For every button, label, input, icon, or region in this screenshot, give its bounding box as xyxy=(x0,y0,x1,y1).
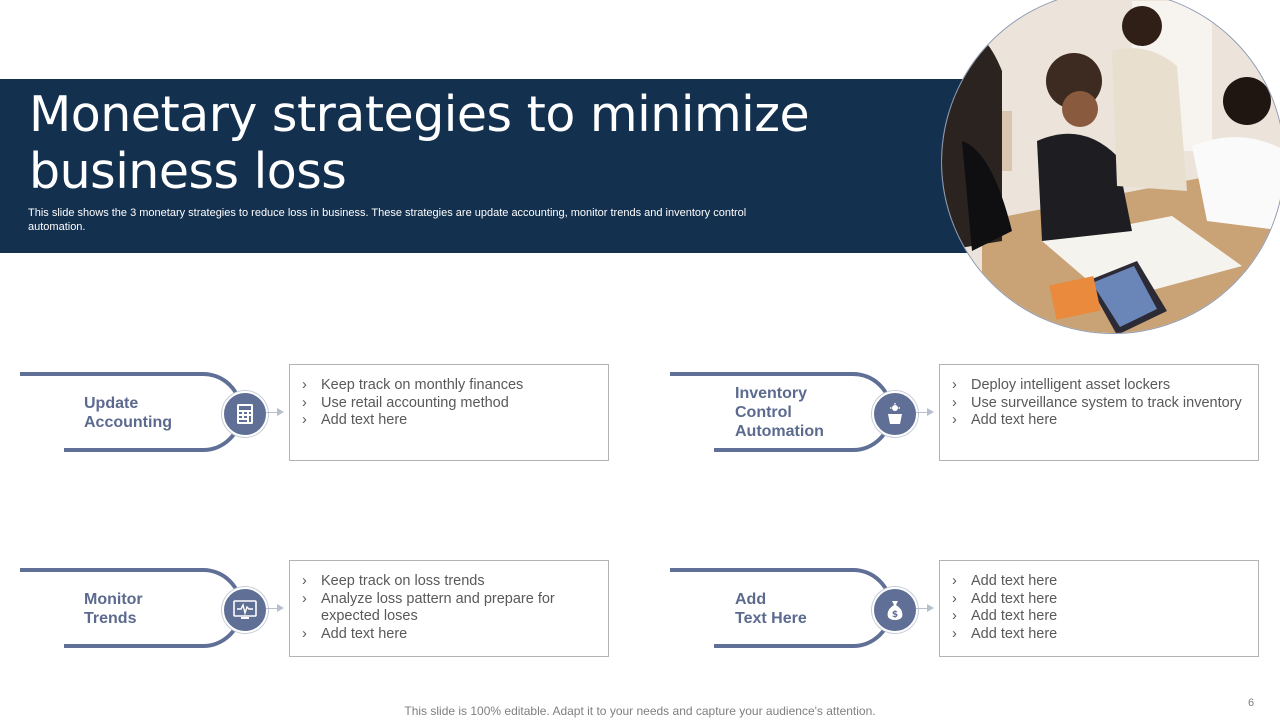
chevron-right-icon: › xyxy=(302,625,307,642)
chevron-right-icon: › xyxy=(302,590,307,607)
bullet-item: › Add text here xyxy=(952,625,1058,642)
strategy-card-inventory-control xyxy=(668,364,1268,464)
chevron-right-icon: › xyxy=(302,412,307,429)
chevron-right-icon: › xyxy=(952,590,957,607)
chevron-right-icon: › xyxy=(952,625,957,642)
trend-monitor-icon xyxy=(222,587,268,633)
bullet-item: › Add text here xyxy=(302,412,408,429)
bullet-box xyxy=(289,560,609,657)
connector-arrow xyxy=(927,604,934,612)
team-meeting-photo xyxy=(941,0,1280,334)
chevron-right-icon: › xyxy=(952,412,957,429)
svg-text:$: $ xyxy=(891,610,899,620)
bullet-item: › Add text here xyxy=(302,625,408,642)
chevron-right-icon: › xyxy=(952,608,957,625)
card-label: Monitor Trends xyxy=(84,591,143,627)
bullet-item: › Add text here xyxy=(952,573,1058,589)
chevron-right-icon: › xyxy=(302,377,307,393)
slide-subtitle: This slide shows the 3 monetary strategies to reduce loss in business. These strategies are update accounting, monitor trends and inventory control automation. xyxy=(28,207,747,233)
chevron-right-icon: › xyxy=(952,394,957,411)
chevron-right-icon: › xyxy=(302,394,307,411)
strategy-card-add-text xyxy=(668,560,1268,660)
bullet-item: › Use retail accounting method xyxy=(302,394,509,411)
bullet-item: › Keep track on loss trends xyxy=(302,573,485,589)
connector-arrow xyxy=(927,408,934,416)
strategy-card-update-accounting xyxy=(18,364,618,464)
accounting-calculator-icon xyxy=(222,391,268,437)
card-label: Add Text Here xyxy=(735,591,807,627)
money-bag-icon xyxy=(872,587,918,633)
bullet-item: › Keep track on monthly finances xyxy=(302,377,524,393)
bullet-item: › Use surveillance system to track inventory xyxy=(952,394,1242,411)
bullet-box xyxy=(939,364,1259,461)
bullet-item: › Analyze loss pattern and prepare for expected loses xyxy=(302,590,555,625)
bullet-item: › Add text here xyxy=(952,412,1058,429)
bullet-box xyxy=(939,560,1259,657)
connector-arrow xyxy=(277,604,284,612)
chevron-right-icon: › xyxy=(952,377,957,393)
slide-title: Monetary strategies to minimize business loss xyxy=(29,86,810,200)
connector-arrow xyxy=(277,408,284,416)
bullet-item: › Add text here xyxy=(952,608,1058,625)
bullet-box xyxy=(289,364,609,461)
inventory-hand-icon xyxy=(872,391,918,437)
card-label: Update Accounting xyxy=(84,395,172,431)
bullet-item: › Deploy intelligent asset lockers xyxy=(952,377,1171,393)
strategy-card-monitor-trends xyxy=(18,560,618,660)
chevron-right-icon: › xyxy=(952,573,957,589)
card-label: Inventory Control Automation xyxy=(735,385,824,440)
page-number: 6 xyxy=(1248,697,1255,709)
footer-note: This slide is 100% editable. Adapt it to your needs and capture your audience's attention. xyxy=(404,704,876,718)
chevron-right-icon: › xyxy=(302,573,307,589)
bullet-item: › Add text here xyxy=(952,590,1058,607)
